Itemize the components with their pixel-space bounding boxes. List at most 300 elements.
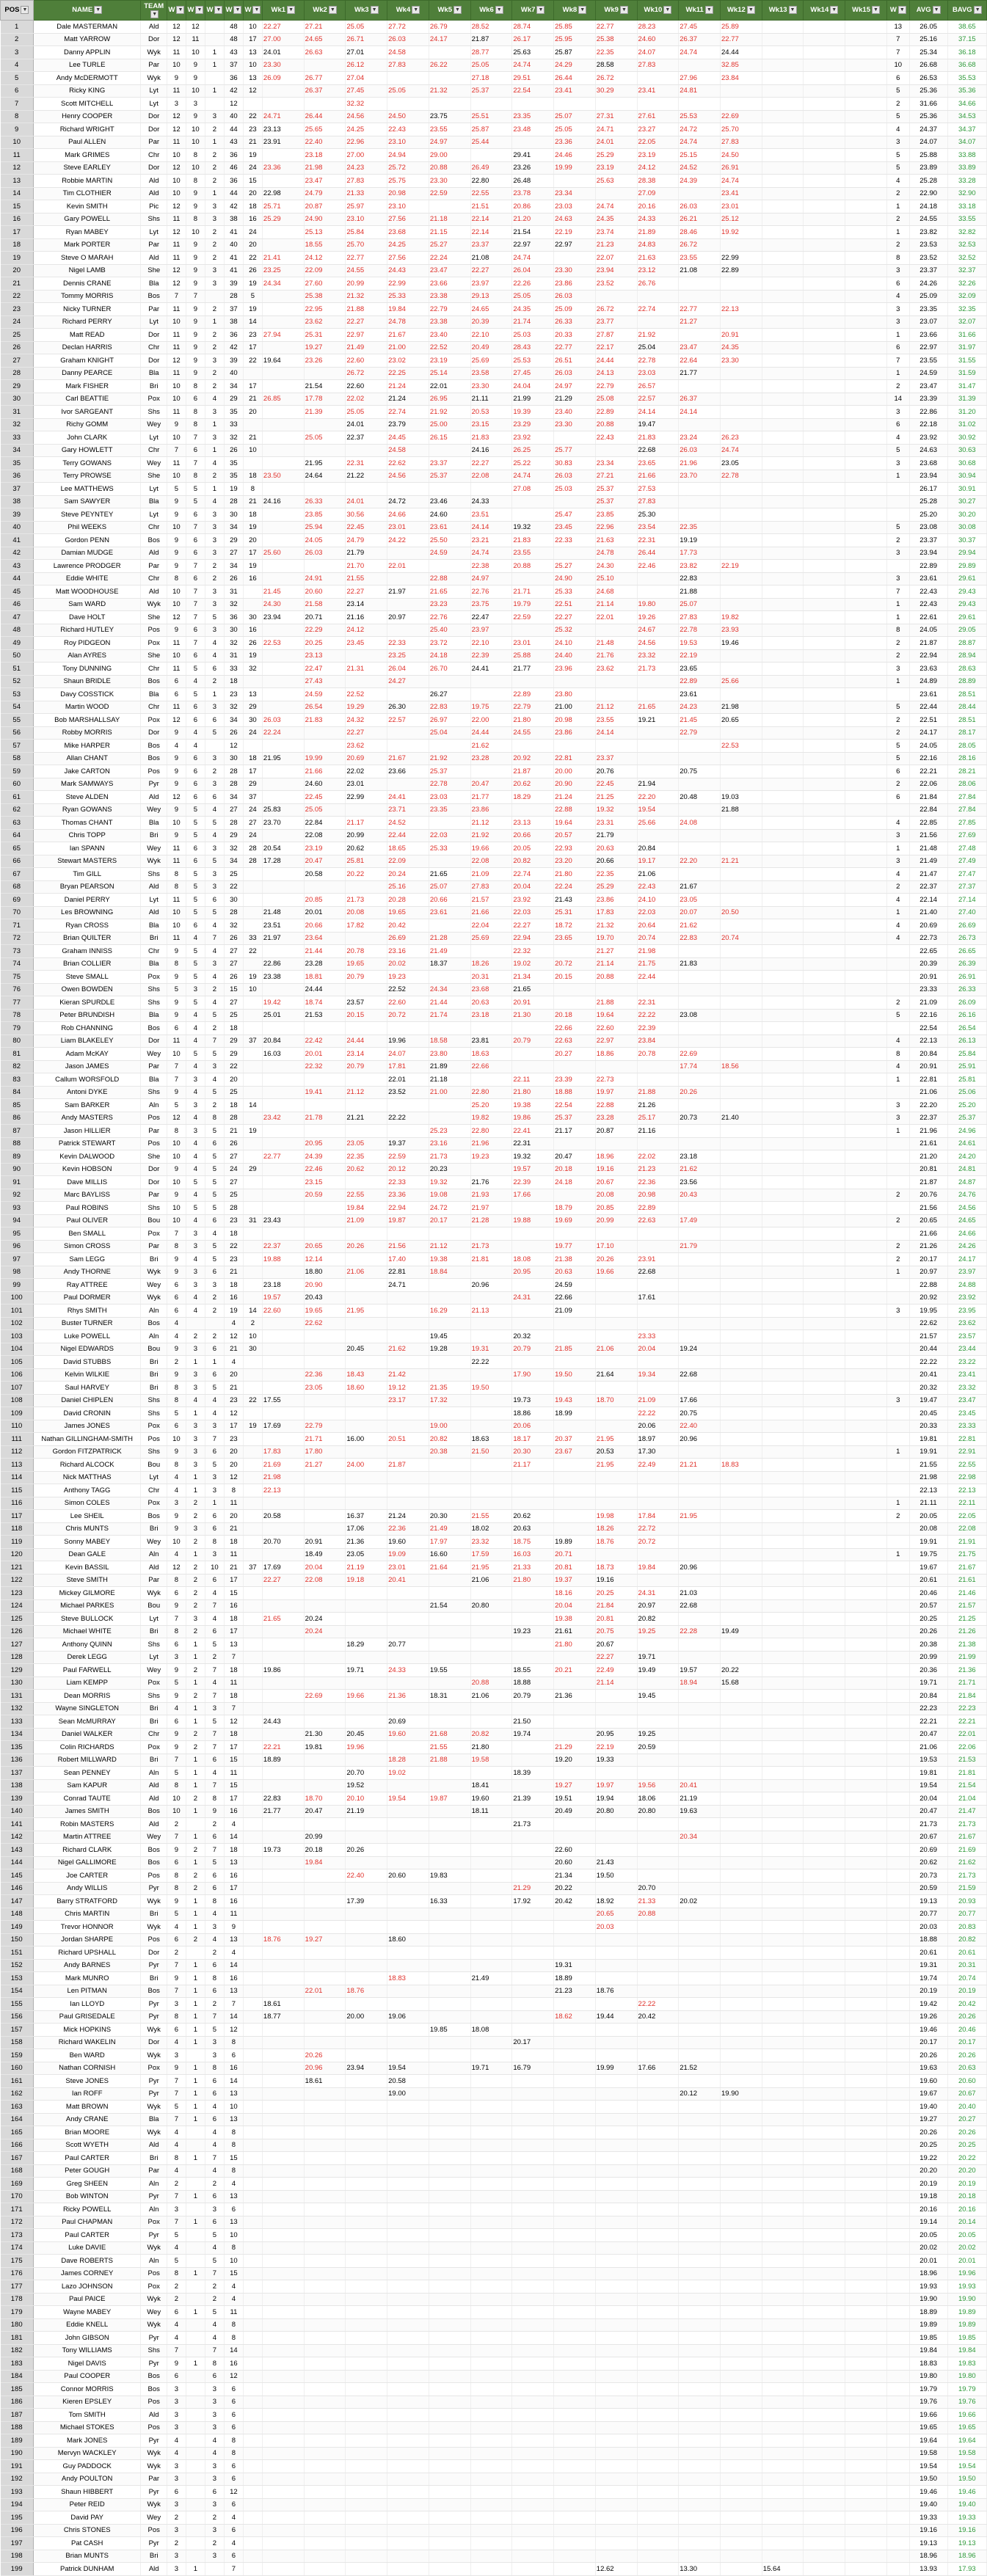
- column-header-wk11[interactable]: [679, 1, 721, 21]
- table-row[interactable]: [1, 1407, 987, 1420]
- table-row[interactable]: [1, 59, 987, 72]
- table-row[interactable]: [1, 444, 987, 457]
- week-score-cell: 19.87: [429, 1792, 470, 1806]
- w-cell: 9: [167, 1510, 186, 1523]
- table-row[interactable]: [1, 1343, 987, 1356]
- table-row[interactable]: [1, 1291, 987, 1305]
- column-header-wk7[interactable]: [512, 1, 554, 21]
- table-row[interactable]: [1, 1317, 987, 1330]
- table-row[interactable]: [1, 1484, 987, 1497]
- table-row[interactable]: [1, 1163, 987, 1176]
- week-score-cell: 22.47: [470, 611, 512, 624]
- w-cell: [243, 1805, 262, 1818]
- table-row[interactable]: [1, 2152, 987, 2165]
- table-row[interactable]: [1, 2024, 987, 2037]
- table-row[interactable]: [1, 1599, 987, 1613]
- table-row[interactable]: [1, 2216, 987, 2229]
- table-row[interactable]: [1, 303, 987, 316]
- column-header-w[interactable]: [886, 1, 909, 21]
- week-score-cell: 22.53: [721, 740, 762, 753]
- column-header-label: Wk15: [852, 6, 870, 15]
- column-header-w[interactable]: [224, 1, 243, 21]
- table-row[interactable]: [1, 46, 987, 59]
- table-row[interactable]: [1, 1972, 987, 1985]
- table-row[interactable]: [1, 1086, 987, 1099]
- w-cell: 22: [243, 945, 262, 958]
- filter-dropdown-icon[interactable]: ▼: [536, 6, 545, 14]
- average-cell: 22.81: [909, 1073, 947, 1087]
- table-row[interactable]: [1, 1382, 987, 1395]
- table-row[interactable]: [1, 380, 987, 393]
- position-cell: 132: [1, 1702, 34, 1715]
- table-row[interactable]: [1, 1536, 987, 1549]
- table-row[interactable]: [1, 1356, 987, 1369]
- week-score-cell: [304, 2101, 346, 2114]
- table-row[interactable]: [1, 2203, 987, 2216]
- column-header-wk13[interactable]: [762, 1, 804, 21]
- table-row[interactable]: [1, 1073, 987, 1087]
- table-row[interactable]: [1, 110, 987, 123]
- table-row[interactable]: [1, 1895, 987, 1908]
- table-row[interactable]: [1, 1908, 987, 1921]
- table-row[interactable]: [1, 572, 987, 585]
- week-score-cell: [595, 1305, 637, 1318]
- table-row[interactable]: [1, 483, 987, 496]
- week-score-cell: 26.77: [304, 72, 346, 85]
- filter-dropdown-icon[interactable]: ▼: [454, 6, 462, 14]
- table-row[interactable]: [1, 1651, 987, 1664]
- table-row[interactable]: [1, 547, 987, 560]
- column-header-wk6[interactable]: [470, 1, 512, 21]
- table-row[interactable]: [1, 1664, 987, 1677]
- table-row[interactable]: [1, 1754, 987, 1767]
- table-row[interactable]: [1, 1869, 987, 1883]
- table-row[interactable]: [1, 1715, 987, 1729]
- table-row[interactable]: [1, 1933, 987, 1946]
- column-header-wk8[interactable]: [554, 1, 596, 21]
- table-row[interactable]: [1, 98, 987, 111]
- table-row[interactable]: [1, 1035, 987, 1048]
- table-row[interactable]: [1, 996, 987, 1010]
- week-score-cell: [429, 2318, 470, 2332]
- week-score-cell: [845, 624, 887, 637]
- table-row[interactable]: [1, 868, 987, 881]
- table-row[interactable]: [1, 418, 987, 431]
- week-score-cell: 23.41: [721, 187, 762, 200]
- column-header-wk1[interactable]: [262, 1, 304, 21]
- column-header-bavg[interactable]: [947, 1, 986, 21]
- week-score-cell: 22.13: [721, 303, 762, 316]
- week-score-cell: 26.03: [679, 444, 721, 457]
- w-cell: [243, 1022, 262, 1035]
- week-score-cell: 22.60: [554, 1844, 596, 1857]
- table-row[interactable]: [1, 726, 987, 740]
- week-score-cell: [637, 1240, 679, 1253]
- week-score-cell: 23.34: [554, 187, 596, 200]
- w-cell: 11: [167, 406, 186, 419]
- w-count-cell: 2: [886, 380, 909, 393]
- week-score-cell: 23.38: [429, 315, 470, 329]
- filter-dropdown-icon[interactable]: ▼: [578, 6, 586, 14]
- week-score-cell: 27.31: [595, 110, 637, 123]
- table-row[interactable]: [1, 1125, 987, 1138]
- table-row[interactable]: [1, 1330, 987, 1343]
- table-row[interactable]: [1, 149, 987, 162]
- table-row[interactable]: [1, 187, 987, 200]
- table-row[interactable]: [1, 1702, 987, 1715]
- table-row[interactable]: [1, 1690, 987, 1703]
- table-row[interactable]: [1, 2075, 987, 2088]
- table-row[interactable]: [1, 752, 987, 765]
- table-row[interactable]: [1, 880, 987, 894]
- table-row[interactable]: [1, 1022, 987, 1035]
- table-row[interactable]: [1, 264, 987, 277]
- column-header-wk14[interactable]: [804, 1, 845, 21]
- table-row[interactable]: [1, 1638, 987, 1652]
- table-row[interactable]: [1, 1921, 987, 1934]
- table-row[interactable]: [1, 1574, 987, 1587]
- table-row[interactable]: [1, 2036, 987, 2049]
- column-header-wk3[interactable]: [346, 1, 387, 21]
- table-row[interactable]: [1, 226, 987, 239]
- w-cell: 8: [205, 1536, 224, 1549]
- filter-dropdown-icon[interactable]: ▼: [789, 6, 797, 14]
- table-row[interactable]: [1, 932, 987, 945]
- table-row[interactable]: [1, 2010, 987, 2024]
- table-row[interactable]: [1, 1497, 987, 1510]
- table-row[interactable]: [1, 1060, 987, 1073]
- table-row[interactable]: [1, 2049, 987, 2062]
- table-row[interactable]: [1, 534, 987, 547]
- table-row[interactable]: [1, 2062, 987, 2075]
- table-row[interactable]: [1, 1214, 987, 1227]
- filter-dropdown-icon[interactable]: ▼: [872, 6, 880, 14]
- table-row[interactable]: [1, 470, 987, 483]
- column-header-avg[interactable]: [909, 1, 947, 21]
- week-score-cell: [429, 1908, 470, 1921]
- table-row[interactable]: [1, 1985, 987, 1998]
- table-row[interactable]: [1, 2318, 987, 2332]
- table-row[interactable]: [1, 1009, 987, 1022]
- table-row[interactable]: [1, 1279, 987, 1292]
- column-header-team[interactable]: [141, 1, 167, 21]
- table-row[interactable]: [1, 894, 987, 907]
- table-row[interactable]: [1, 329, 987, 342]
- filter-dropdown-icon[interactable]: ▼: [329, 6, 337, 14]
- table-row[interactable]: [1, 1767, 987, 1780]
- column-header-wk10[interactable]: [637, 1, 679, 21]
- table-row[interactable]: [1, 1253, 987, 1266]
- table-row[interactable]: [1, 1112, 987, 1125]
- filter-dropdown-icon[interactable]: ▼: [195, 6, 203, 14]
- table-row[interactable]: [1, 740, 987, 753]
- week-score-cell: 25.16: [387, 880, 429, 894]
- w-cell: 26: [243, 264, 262, 277]
- table-row[interactable]: [1, 2293, 987, 2306]
- player-name-cell: Lee MATTHEWS: [33, 483, 141, 496]
- table-row[interactable]: [1, 1202, 987, 1215]
- table-row[interactable]: [1, 161, 987, 175]
- table-row[interactable]: [1, 2241, 987, 2255]
- column-header-name[interactable]: [33, 1, 141, 21]
- week-score-cell: [679, 483, 721, 496]
- table-row[interactable]: [1, 1150, 987, 1164]
- column-header-wk9[interactable]: [595, 1, 637, 21]
- week-score-cell: [387, 1921, 429, 1934]
- week-score-cell: 20.37: [554, 1433, 596, 1446]
- table-row[interactable]: [1, 624, 987, 637]
- table-row[interactable]: [1, 663, 987, 676]
- table-row[interactable]: [1, 1792, 987, 1806]
- table-row[interactable]: [1, 72, 987, 85]
- table-row[interactable]: [1, 791, 987, 804]
- player-name-cell: Ian LLOYD: [33, 1998, 141, 2011]
- table-row[interactable]: [1, 252, 987, 265]
- table-row[interactable]: [1, 2255, 987, 2268]
- table-row[interactable]: [1, 2101, 987, 2114]
- w-count-cell: 6: [886, 418, 909, 431]
- table-row[interactable]: [1, 508, 987, 522]
- player-name-cell: Owen BOWDEN: [33, 983, 141, 996]
- table-row[interactable]: [1, 1856, 987, 1869]
- filter-dropdown-icon[interactable]: ▼: [94, 6, 102, 14]
- week-score-cell: 19.98: [595, 1510, 637, 1523]
- table-row[interactable]: [1, 213, 987, 226]
- week-score-cell: 27.53: [637, 483, 679, 496]
- table-row[interactable]: [1, 136, 987, 149]
- column-header-wk2[interactable]: [304, 1, 346, 21]
- table-row[interactable]: [1, 1831, 987, 1844]
- table-row[interactable]: [1, 2178, 987, 2191]
- week-score-cell: [804, 380, 845, 393]
- table-row[interactable]: [1, 1305, 987, 1318]
- table-row[interactable]: [1, 1844, 987, 1857]
- table-row[interactable]: [1, 1189, 987, 1202]
- table-row[interactable]: [1, 765, 987, 778]
- table-row[interactable]: [1, 2139, 987, 2152]
- column-header-wk12[interactable]: [721, 1, 762, 21]
- w-cell: 9: [167, 1086, 186, 1099]
- table-row[interactable]: [1, 1728, 987, 1741]
- table-row[interactable]: [1, 1587, 987, 1600]
- table-row[interactable]: [1, 1882, 987, 1895]
- table-row[interactable]: [1, 983, 987, 996]
- table-row[interactable]: [1, 1676, 987, 1690]
- table-row[interactable]: [1, 688, 987, 701]
- table-row[interactable]: [1, 906, 987, 919]
- table-row[interactable]: [1, 1548, 987, 1561]
- table-row[interactable]: [1, 1176, 987, 1189]
- table-row[interactable]: [1, 1433, 987, 1446]
- filter-dropdown-icon[interactable]: ▼: [412, 6, 420, 14]
- table-row[interactable]: [1, 175, 987, 188]
- column-header-w[interactable]: [186, 1, 205, 21]
- table-row[interactable]: [1, 714, 987, 727]
- table-row[interactable]: [1, 457, 987, 470]
- w-cell: 9: [186, 303, 205, 316]
- table-row[interactable]: [1, 842, 987, 855]
- table-row[interactable]: [1, 1099, 987, 1112]
- best-average-cell: 23.41: [947, 1368, 986, 1382]
- table-row[interactable]: [1, 675, 987, 688]
- w-cell: 4: [224, 1317, 243, 1330]
- table-row[interactable]: [1, 701, 987, 714]
- table-row[interactable]: [1, 1959, 987, 1972]
- table-row[interactable]: [1, 200, 987, 214]
- filter-dropdown-icon[interactable]: ▼: [974, 6, 982, 14]
- table-row[interactable]: [1, 1394, 987, 1407]
- filter-dropdown-icon[interactable]: ▼: [898, 6, 906, 14]
- filter-dropdown-icon[interactable]: ▼: [830, 6, 838, 14]
- table-row[interactable]: [1, 1048, 987, 1061]
- table-row[interactable]: [1, 2229, 987, 2242]
- table-row[interactable]: [1, 1240, 987, 1253]
- best-average-cell: 21.73: [947, 1869, 986, 1883]
- table-row[interactable]: [1, 1137, 987, 1150]
- table-row[interactable]: [1, 2126, 987, 2139]
- table-row[interactable]: [1, 637, 987, 650]
- column-header-wk4[interactable]: [387, 1, 429, 21]
- table-row[interactable]: [1, 33, 987, 46]
- table-row[interactable]: [1, 1522, 987, 1536]
- table-row[interactable]: [1, 1805, 987, 1818]
- column-header-w[interactable]: [243, 1, 262, 21]
- filter-dropdown-icon[interactable]: ▼: [371, 6, 379, 14]
- table-row[interactable]: [1, 1510, 987, 1523]
- table-row[interactable]: [1, 2280, 987, 2294]
- table-row[interactable]: [1, 1445, 987, 1459]
- table-row[interactable]: [1, 521, 987, 534]
- week-score-cell: 17.83: [262, 1445, 304, 1459]
- filter-dropdown-icon[interactable]: ▼: [663, 6, 671, 14]
- table-row[interactable]: [1, 1998, 987, 2011]
- table-row[interactable]: [1, 2332, 987, 2345]
- table-row[interactable]: [1, 354, 987, 368]
- table-row[interactable]: [1, 2267, 987, 2280]
- w-count-cell: 1: [886, 598, 909, 611]
- filter-dropdown-icon[interactable]: ▼: [747, 6, 755, 14]
- table-row[interactable]: [1, 495, 987, 508]
- table-row[interactable]: [1, 957, 987, 971]
- table-row[interactable]: [1, 1368, 987, 1382]
- filter-dropdown-icon[interactable]: ▼: [233, 6, 241, 14]
- table-row[interactable]: [1, 1779, 987, 1792]
- column-header-pos[interactable]: [1, 1, 34, 21]
- table-row[interactable]: [1, 431, 987, 445]
- table-row[interactable]: [1, 84, 987, 98]
- w-cell: 9: [167, 495, 186, 508]
- table-row[interactable]: [1, 1420, 987, 1433]
- table-row[interactable]: [1, 1613, 987, 1626]
- table-row[interactable]: [1, 817, 987, 830]
- table-row[interactable]: [1, 1946, 987, 1960]
- table-row[interactable]: [1, 649, 987, 663]
- table-row[interactable]: [1, 367, 987, 380]
- table-row[interactable]: [1, 393, 987, 406]
- table-row[interactable]: [1, 2306, 987, 2319]
- table-row[interactable]: [1, 2113, 987, 2126]
- table-row[interactable]: [1, 560, 987, 573]
- table-row[interactable]: [1, 1459, 987, 1472]
- table-row[interactable]: [1, 585, 987, 599]
- average-cell: 19.81: [909, 1767, 947, 1780]
- table-row[interactable]: [1, 2357, 987, 2371]
- filter-dropdown-icon[interactable]: ▼: [287, 6, 295, 14]
- week-score-cell: 22.79: [304, 1420, 346, 1433]
- table-row[interactable]: [1, 1818, 987, 1831]
- table-row[interactable]: [1, 123, 987, 136]
- week-score-cell: [804, 277, 845, 291]
- week-score-cell: [762, 264, 804, 277]
- table-row[interactable]: [1, 341, 987, 354]
- w-count-cell: [886, 1291, 909, 1305]
- table-row[interactable]: [1, 290, 987, 303]
- week-score-cell: [304, 2267, 346, 2280]
- filter-dropdown-icon[interactable]: ▼: [150, 10, 159, 18]
- table-row[interactable]: [1, 803, 987, 817]
- filter-dropdown-icon[interactable]: ▼: [252, 6, 261, 14]
- table-body: [1, 21, 987, 2576]
- filter-dropdown-icon[interactable]: ▼: [21, 6, 29, 14]
- week-score-cell: 20.42: [387, 919, 429, 933]
- column-header-w[interactable]: [205, 1, 224, 21]
- table-row[interactable]: [1, 1471, 987, 1484]
- week-score-cell: 23.72: [429, 637, 470, 650]
- table-row[interactable]: [1, 406, 987, 419]
- table-row[interactable]: [1, 919, 987, 933]
- table-row[interactable]: [1, 1741, 987, 1754]
- column-header-wk5[interactable]: [429, 1, 470, 21]
- filter-dropdown-icon[interactable]: ▼: [620, 6, 628, 14]
- table-row[interactable]: [1, 21, 987, 34]
- week-score-cell: 23.61: [429, 906, 470, 919]
- week-score-cell: [845, 2087, 887, 2101]
- column-header-wk15[interactable]: [845, 1, 887, 21]
- filter-dropdown-icon[interactable]: ▼: [495, 6, 503, 14]
- table-row[interactable]: [1, 1227, 987, 1241]
- table-row[interactable]: [1, 1266, 987, 1279]
- filter-dropdown-icon[interactable]: ▼: [933, 6, 941, 14]
- table-row[interactable]: [1, 2190, 987, 2203]
- table-row[interactable]: [1, 611, 987, 624]
- table-row[interactable]: [1, 829, 987, 842]
- table-row[interactable]: [1, 277, 987, 291]
- best-average-cell: 20.05: [947, 2229, 986, 2242]
- w-count-cell: 4: [886, 1060, 909, 1073]
- column-header-w[interactable]: [167, 1, 186, 21]
- table-row[interactable]: [1, 315, 987, 329]
- table-row[interactable]: [1, 598, 987, 611]
- table-row[interactable]: [1, 778, 987, 791]
- filter-dropdown-icon[interactable]: ▼: [176, 6, 184, 14]
- table-row[interactable]: [1, 855, 987, 868]
- table-row[interactable]: [1, 1561, 987, 1575]
- player-name-cell: Martin WOOD: [33, 701, 141, 714]
- table-row[interactable]: [1, 2344, 987, 2357]
- week-score-cell: 18.99: [554, 1407, 596, 1420]
- table-row[interactable]: [1, 971, 987, 984]
- w-count-cell: [886, 1330, 909, 1343]
- table-row[interactable]: [1, 2164, 987, 2178]
- column-header-label: Wk3: [354, 6, 369, 15]
- filter-dropdown-icon[interactable]: ▼: [705, 6, 713, 14]
- filter-dropdown-icon[interactable]: ▼: [214, 6, 222, 14]
- table-row[interactable]: [1, 238, 987, 252]
- table-row[interactable]: [1, 2087, 987, 2101]
- table-row[interactable]: [1, 1625, 987, 1638]
- table-row[interactable]: [1, 945, 987, 958]
- week-score-cell: 21.24: [554, 791, 596, 804]
